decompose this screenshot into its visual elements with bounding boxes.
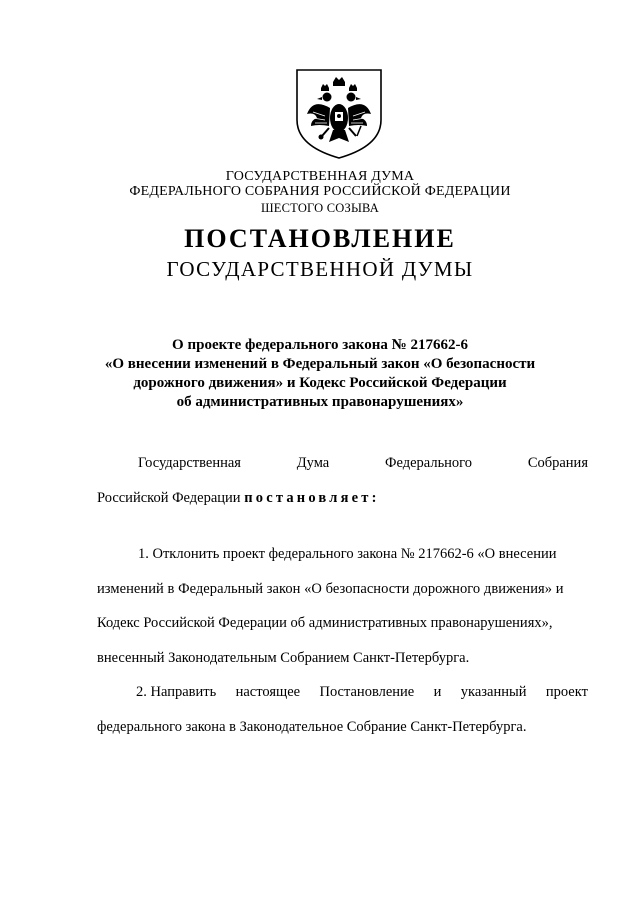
preamble-text: Российской Федерации <box>97 490 245 506</box>
double-headed-eagle-icon <box>291 68 387 160</box>
org-name-line1: ГОСУДАРСТВЕННАЯ ДУМА <box>225 169 415 184</box>
item1-line: Кодекс Российской Федерации об административных правонарушениях», <box>97 615 553 631</box>
document-issuer-subtitle: ГОСУДАРСТВЕННОЙ ДУМЫ <box>166 257 474 281</box>
org-name-line2: ФЕДЕРАЛЬНОГО СОБРАНИЯ РОССИЙСКОЙ ФЕДЕРАЦИИ <box>129 184 511 199</box>
item2-line1 <box>136 683 588 701</box>
item1-line: 1. Отклонить проект федерального закона № 217662-6 «О внесении <box>138 546 557 562</box>
convocation-line: ШЕСТОГО СОЗЫВА <box>260 201 380 215</box>
preamble-word: Собрания <box>527 455 588 471</box>
item2-word: указанный <box>460 684 527 700</box>
state-emblem <box>291 68 387 160</box>
item1-line: изменений в Федеральный закон «О безопасности дорожного движения» и <box>97 581 564 597</box>
subject-line: дорожного движения» и Кодекс Российской Федерации <box>133 375 507 391</box>
preamble-word: Государственная <box>138 455 241 471</box>
preamble-line1 <box>138 454 588 472</box>
item2-word: проект <box>545 684 588 700</box>
item2-word: и <box>433 684 442 700</box>
preamble-line2 <box>97 489 640 507</box>
item2-word: 2. Направить <box>136 684 217 700</box>
preamble-word: Дума <box>296 455 330 471</box>
subject-line: «О внесении изменений в Федеральный закон «О безопасности <box>104 356 536 372</box>
preamble-word: Федерального <box>385 455 473 471</box>
item1-line: внесенный Законодательным Собранием Санкт-Петербурга. <box>97 650 470 666</box>
item2-line: федерального закона в Законодательное Собрание Санкт-Петербурга. <box>97 719 527 735</box>
subject-line: О проекте федерального закона № 217662-6 <box>172 337 468 353</box>
decree-verb: постановляет: <box>244 490 380 506</box>
item2-word: Постановление <box>319 684 415 700</box>
subject-line: об административных правонарушениях» <box>176 394 464 410</box>
item2-word: настоящее <box>235 684 301 700</box>
document-type-title: ПОСТАНОВЛЕНИЕ <box>184 224 456 253</box>
resolution-subject <box>0 336 640 412</box>
